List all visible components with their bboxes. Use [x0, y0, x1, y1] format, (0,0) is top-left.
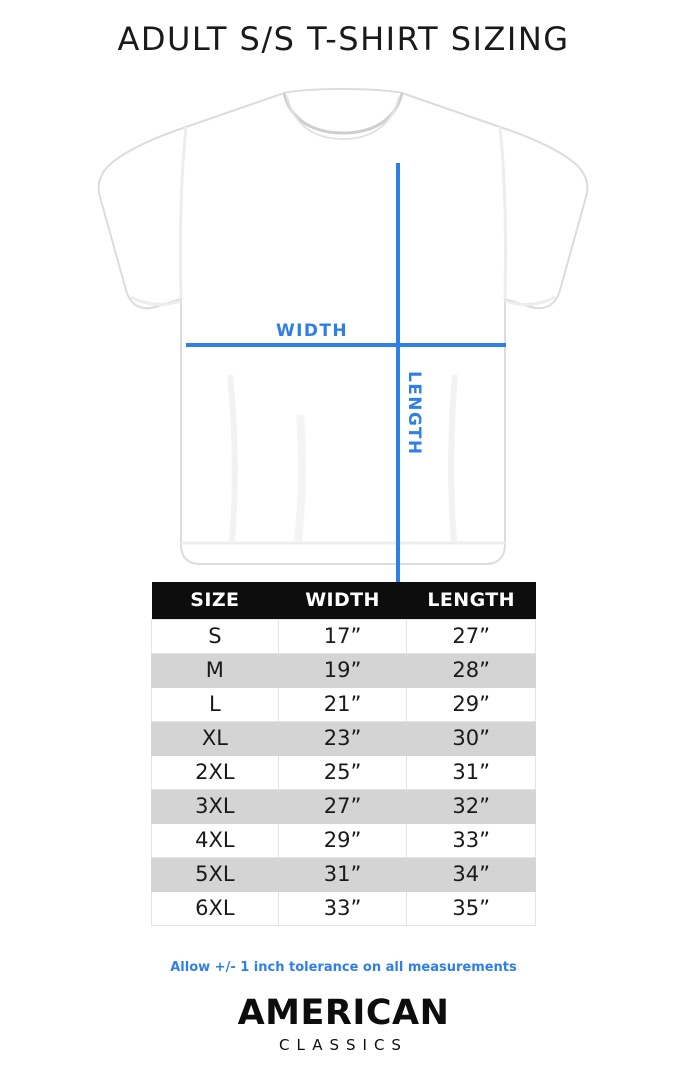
- cell-length: 34”: [407, 858, 536, 892]
- cell-length: 33”: [407, 824, 536, 858]
- table-row: [152, 688, 536, 722]
- table-row: [152, 858, 536, 892]
- cell-length: 27”: [407, 620, 536, 654]
- brand-name: AMERICAN: [237, 993, 450, 1033]
- table-row: [152, 824, 536, 858]
- cell-length: 30”: [407, 722, 536, 756]
- cell-length: 29”: [407, 688, 536, 722]
- size-chart-table: [151, 582, 536, 926]
- page-title: ADULT S/S T-SHIRT SIZING: [117, 20, 570, 58]
- tshirt-diagram: [0, 75, 687, 570]
- length-measurement-line: [396, 163, 400, 643]
- cell-size: 3XL: [152, 790, 279, 824]
- column-header-length: LENGTH: [407, 582, 536, 620]
- cell-width: 27”: [278, 790, 407, 824]
- table-row: [152, 722, 536, 756]
- cell-size: M: [152, 654, 279, 688]
- cell-width: 25”: [278, 756, 407, 790]
- cell-size: XL: [152, 722, 279, 756]
- cell-width: 17”: [278, 620, 407, 654]
- cell-size: 5XL: [152, 858, 279, 892]
- cell-width: 23”: [278, 722, 407, 756]
- column-header-width: WIDTH: [278, 582, 407, 620]
- cell-length: 32”: [407, 790, 536, 824]
- column-header-size: SIZE: [152, 582, 279, 620]
- cell-size: S: [152, 620, 279, 654]
- table-header-row: [152, 582, 536, 620]
- tolerance-note: Allow +/- 1 inch tolerance on all measurements: [170, 960, 517, 975]
- table-row: [152, 654, 536, 688]
- cell-length: 35”: [407, 892, 536, 926]
- table-row: [152, 892, 536, 926]
- cell-width: 29”: [278, 824, 407, 858]
- cell-width: 33”: [278, 892, 407, 926]
- table-row: [152, 620, 536, 654]
- cell-width: 21”: [278, 688, 407, 722]
- table-row: [152, 790, 536, 824]
- cell-width: 31”: [278, 858, 407, 892]
- cell-length: 31”: [407, 756, 536, 790]
- cell-size: 2XL: [152, 756, 279, 790]
- cell-size: L: [152, 688, 279, 722]
- cell-size: 4XL: [152, 824, 279, 858]
- cell-length: 28”: [407, 654, 536, 688]
- cell-width: 19”: [278, 654, 407, 688]
- brand-subtitle: CLASSICS: [279, 1036, 408, 1054]
- cell-size: 6XL: [152, 892, 279, 926]
- length-label: LENGTH: [404, 371, 424, 456]
- table-row: [152, 756, 536, 790]
- width-label: WIDTH: [276, 321, 349, 341]
- width-measurement-line: [186, 343, 506, 347]
